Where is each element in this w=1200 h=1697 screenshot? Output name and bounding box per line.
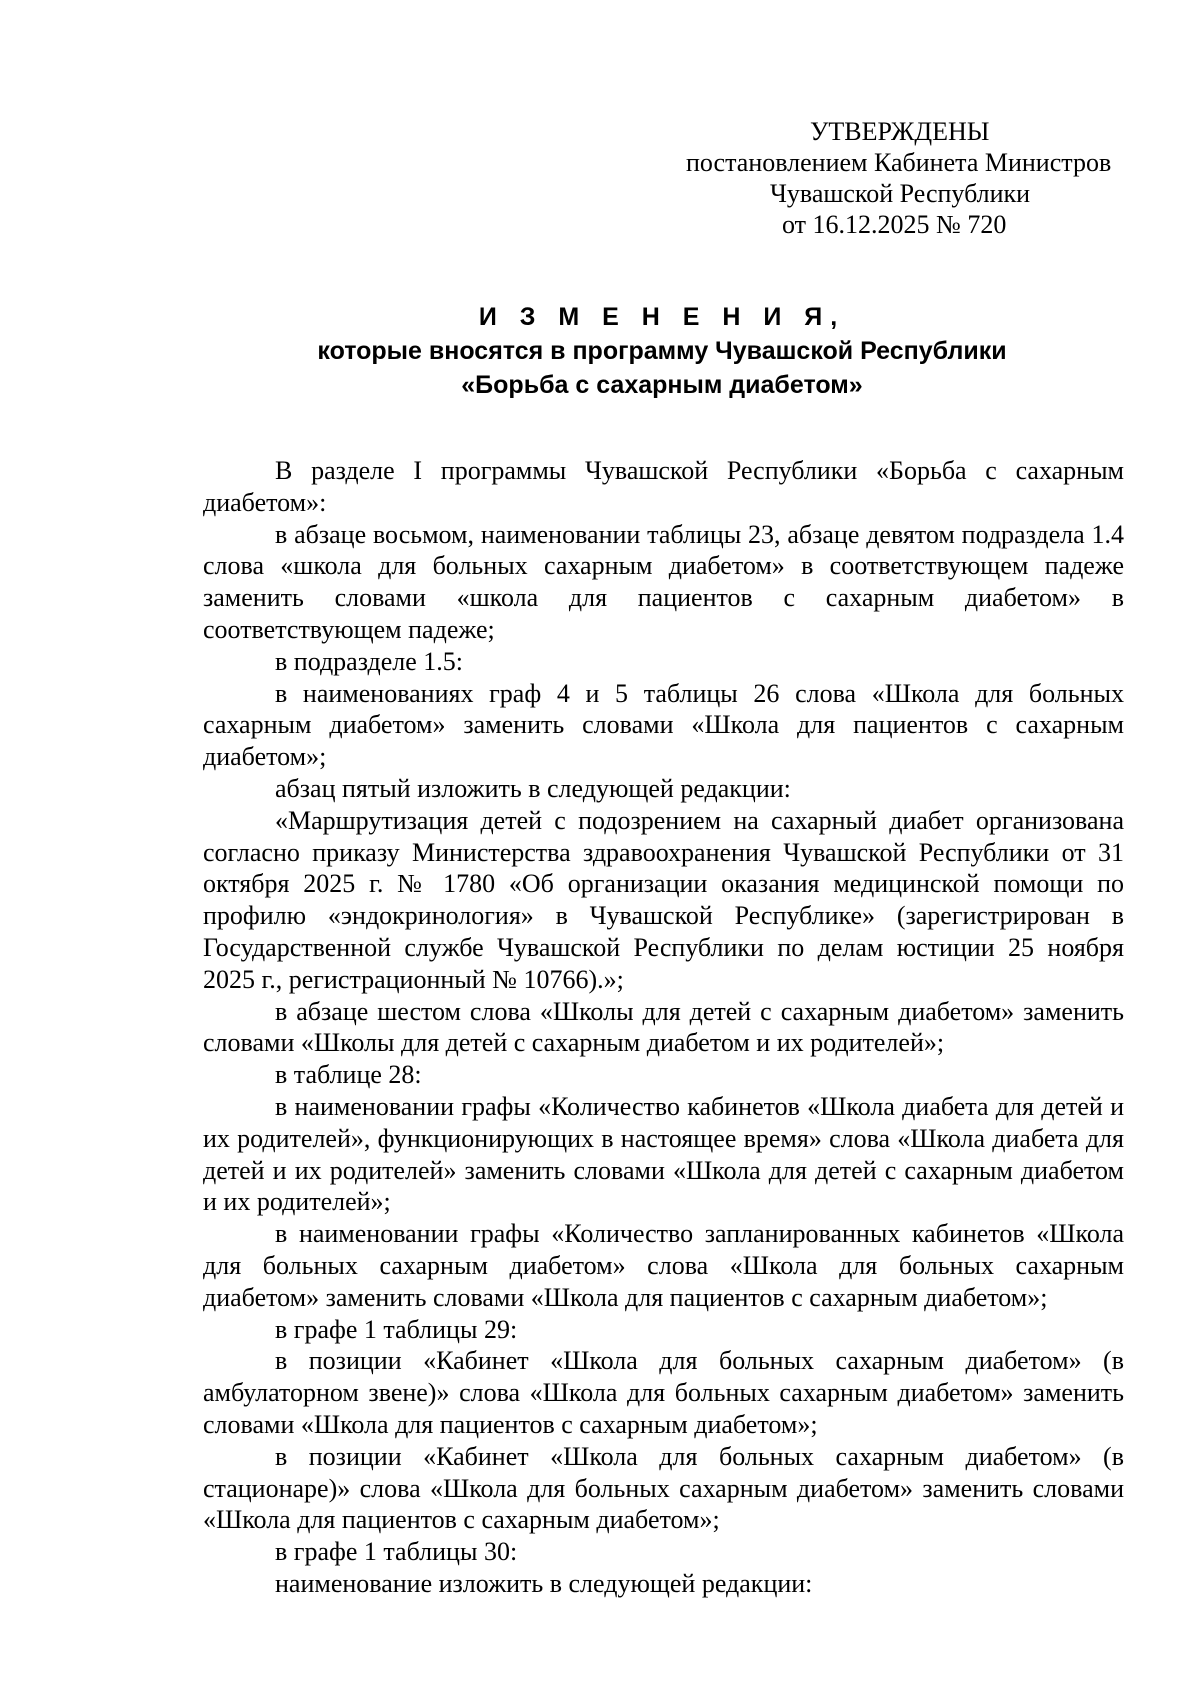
document-body	[203, 455, 1124, 1600]
paragraph: в наименовании графы «Количество кабинетов «Школа диабета для детей и их родителей», функционирующих в настоящее время» слова «Школа диабета для детей и их родителей» заменить словами «Школа для детей с сахарным диабетом и их родителей»;	[203, 1091, 1124, 1217]
paragraph: в графе 1 таблицы 30:	[275, 1537, 518, 1567]
paragraph: в абзаце шестом слова «Школы для детей с сахарным диабетом» заменить словами «Школы для детей с сахарным диабетом и их родителей»;	[203, 996, 1124, 1058]
paragraph: наименование изложить в следующей редакции:	[275, 1568, 813, 1598]
paragraph: абзац пятый изложить в следующей редакции:	[275, 773, 791, 803]
approval-stamp	[600, 116, 1160, 240]
title-heading: И З М Е Н Е Н И Я,	[478, 303, 846, 331]
paragraph: в позиции «Кабинет «Школа для больных сахарным диабетом» (в стационаре)» слова «Школа для больных сахарным диабетом» заменить словами «Школа для пациентов с сахарным диабетом»;	[203, 1441, 1124, 1535]
paragraph: в таблице 28:	[275, 1060, 422, 1090]
approval-date-number: от 16.12.2025 № 720	[782, 210, 1007, 239]
paragraph: в графе 1 таблицы 29:	[275, 1314, 518, 1344]
document-title	[200, 300, 1124, 402]
paragraph: в наименованиях граф 4 и 5 таблицы 26 слова «Школа для больных сахарным диабетом» заменить словами «Школа для пациентов с сахарным диабетом»;	[203, 678, 1124, 772]
paragraph: в наименовании графы «Количество запланированных кабинетов «Школа для больных сахарным диабетом» слова «Школа для больных сахарным диабетом» заменить словами «Школа для пациентов с сахарным диабетом»;	[203, 1219, 1124, 1312]
paragraph: «Маршрутизация детей с подозрением на сахарный диабет организована согласно приказу Министерства здравоохранения Чувашской Республики от 31 октября 2025 г. № 1780 «Об организации оказания медицинской помощи по профилю «эндокринология» в Чувашской Республике» (зарегистрирован в Государственной службе Чувашской Республики по делам юстиции 25 ноября 2025 г., регистрационный № 10766).»;	[203, 805, 1124, 994]
approval-authority: постановлением Кабинета Министров	[686, 148, 1112, 177]
paragraph: в абзаце восьмом, наименовании таблицы 23, абзаце девятом подраздела 1.4 слова «школа для больных сахарным диабетом» в соответствующем падеже заменить словами «школа для пациентов с сахарным диабетом» в соответствующем падеже;	[203, 519, 1124, 644]
paragraph: В разделе I программы Чувашской Республики «Борьба с сахарным диабетом»:	[203, 456, 1124, 517]
approval-region: Чувашской Республики	[770, 179, 1031, 208]
title-subtitle-line2: «Борьба с сахарным диабетом»	[461, 371, 863, 399]
title-subtitle-line1: которые вносятся в программу Чувашской Республики	[317, 337, 1007, 365]
approval-heading: УТВЕРЖДЕНЫ	[810, 117, 990, 146]
paragraph: в подразделе 1.5:	[275, 646, 464, 676]
paragraph: в позиции «Кабинет «Школа для больных сахарным диабетом» (в амбулаторном звене)» слова «Школа для больных сахарным диабетом» заменить словами «Школа для пациентов с сахарным диабетом»;	[203, 1346, 1124, 1439]
